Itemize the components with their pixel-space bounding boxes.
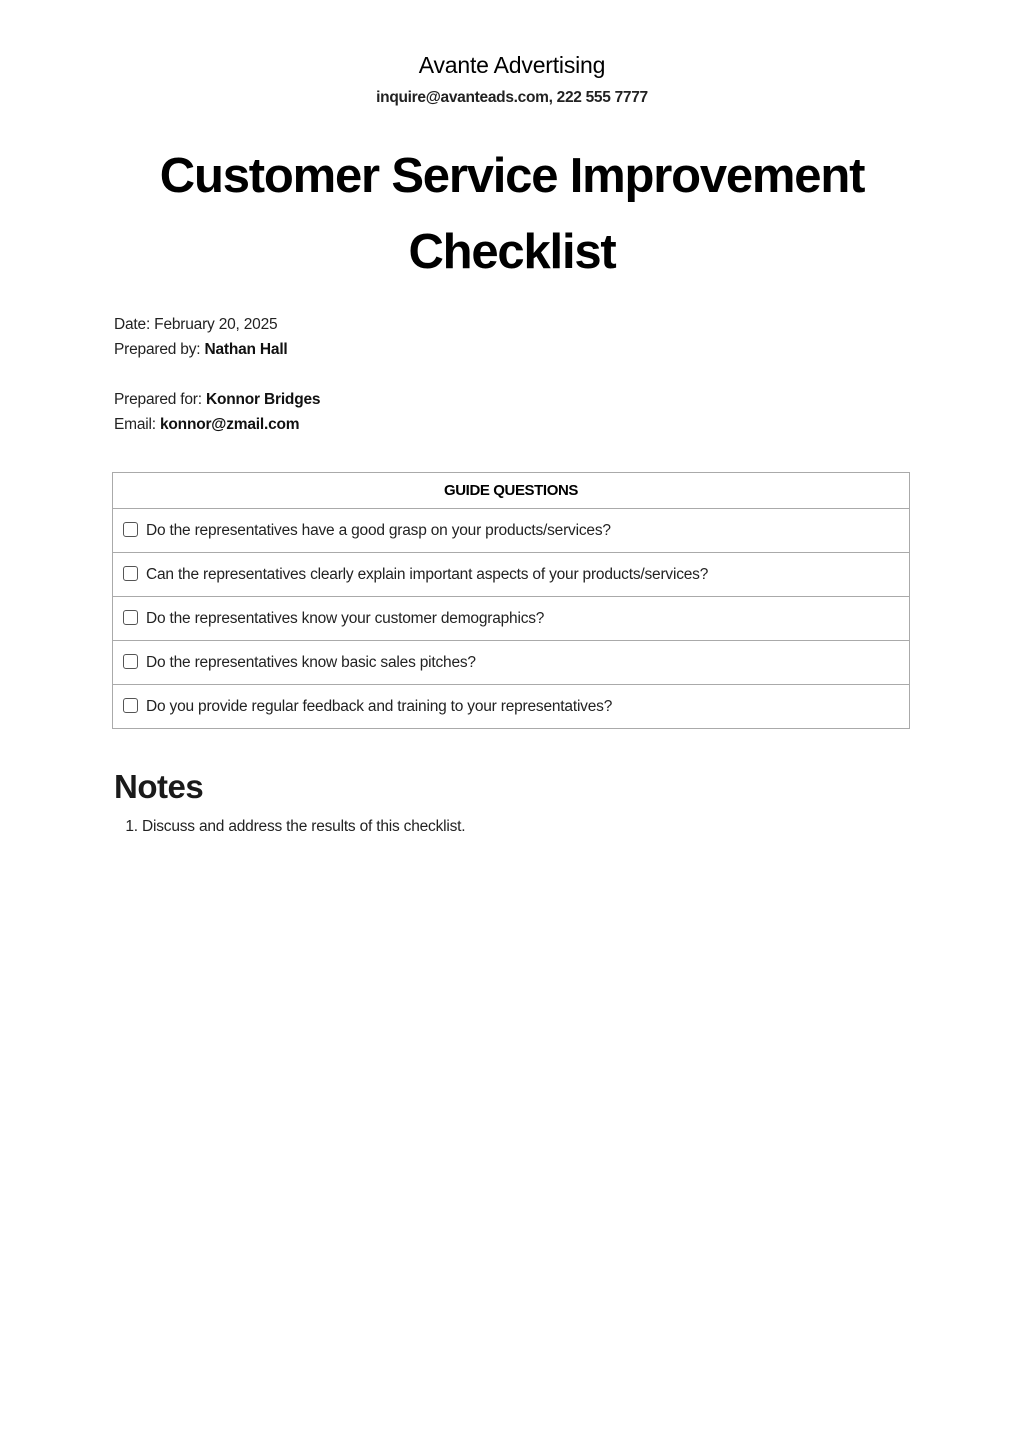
company-contact: inquire@avanteads.com, 222 555 7777 [376, 89, 648, 106]
prepared-for-value: Konnor Bridges [205, 391, 321, 408]
checklist-item-label: Can the representatives clearly explain important aspects of your products/services? [146, 565, 709, 583]
notes-heading: Notes [114, 768, 204, 805]
document-meta [114, 312, 320, 437]
checklist-cell [113, 509, 910, 553]
guide-questions-table [112, 472, 910, 729]
date-value: February 20, 2025 [154, 316, 278, 333]
prepared-by-value: Nathan Hall [204, 341, 288, 358]
spacer [114, 362, 320, 387]
email-row [114, 412, 320, 437]
table-row [113, 509, 910, 553]
prepared-by-label: Prepared by: [114, 341, 201, 358]
checkbox[interactable] [123, 566, 138, 581]
checklist-cell [113, 597, 910, 641]
table-row [113, 597, 910, 641]
checkbox[interactable] [123, 522, 138, 537]
checklist-cell [113, 553, 910, 597]
email-label: Email: [114, 416, 156, 433]
table-row [113, 685, 910, 729]
checklist-cell [113, 685, 910, 729]
checklist-cell [113, 641, 910, 685]
table-row [113, 641, 910, 685]
checkbox[interactable] [123, 698, 138, 713]
checklist-item-label: Do the representatives know basic sales pitches? [146, 653, 476, 671]
checklist-item-label: Do the representatives have a good grasp on your products/services? [146, 521, 611, 539]
checklist-item-label: Do you provide regular feedback and training to your representatives? [146, 697, 613, 715]
table-header-row [113, 473, 910, 509]
notes-item: 1. Discuss and address the results of this checklist. [142, 814, 465, 839]
prepared-for-row [114, 387, 320, 412]
date-row [114, 312, 320, 337]
company-name: Avante Advertising [418, 52, 606, 78]
table-row [113, 553, 910, 597]
checkbox[interactable] [123, 610, 138, 625]
date-label: Date: [114, 316, 151, 333]
checklist-item-label: Do the representatives know your customer demographics? [146, 609, 545, 627]
prepared-by-row [114, 337, 320, 362]
notes-list [114, 814, 465, 839]
checkbox[interactable] [123, 654, 138, 669]
page-title: Customer Service Improvement Checklist [159, 149, 865, 279]
table-header: GUIDE QUESTIONS [113, 473, 910, 509]
prepared-for-label: Prepared for: [114, 391, 202, 408]
email-value: konnor@zmail.com [159, 416, 300, 433]
